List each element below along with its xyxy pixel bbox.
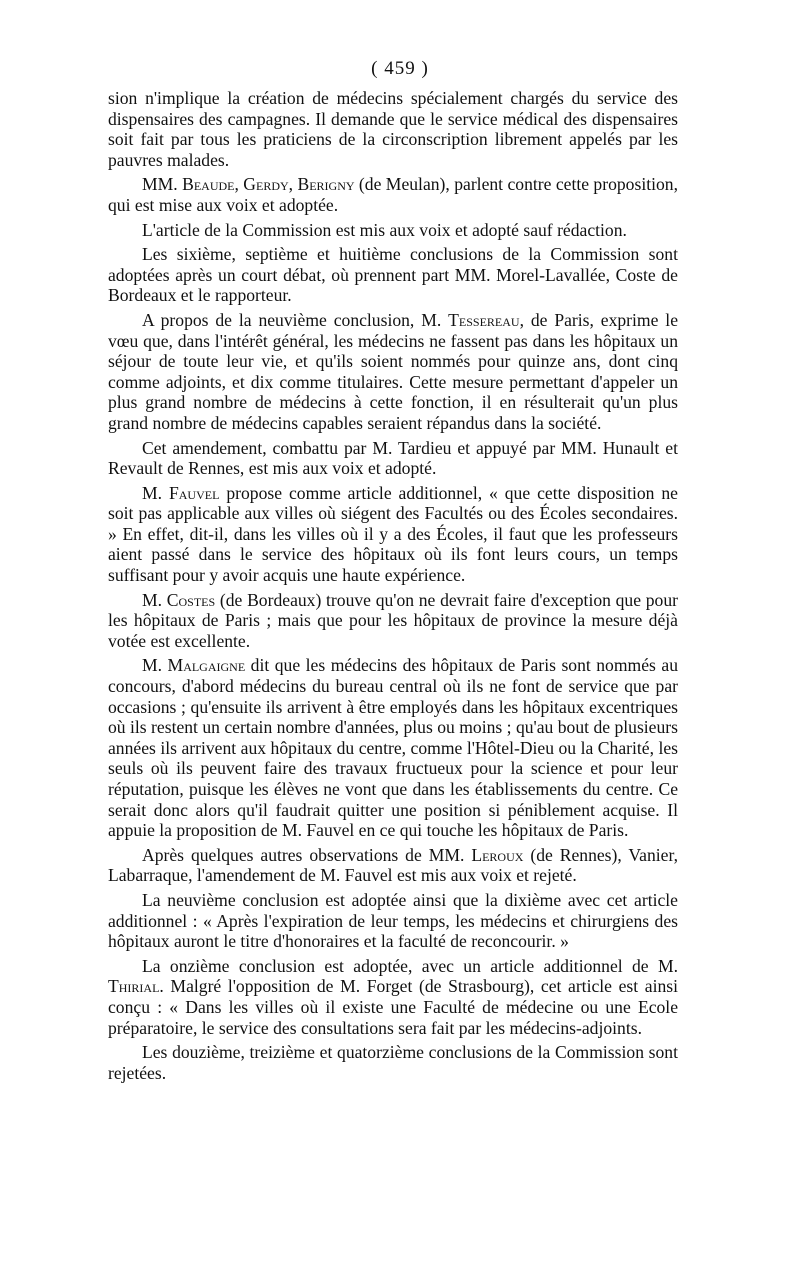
paragraph: A propos de la neuvième conclusion, M. Tessereau, de Paris, exprime le vœu que, dans l'intérêt général, les médecins ne fassent pas dans les hôpitaux un séjour de toute leur vie, et qu'ils soient nommés pour quinze ans, dont cinq comme adjoints, et dix comme titulaires. Cette mesure permettant d'appeler un plus grand nombre de médecins à cette fonction, il en résulterait qu'un plus grand nombre de médecins capables seraient répandus dans la société.: [108, 309, 679, 433]
speaker-names: Malgaigne: [167, 655, 246, 676]
page-number: ( 459 ): [371, 58, 429, 79]
body-text: [108, 88, 678, 1087]
paragraph: Après quelques autres observations de MM. Leroux (de Rennes), Vanier, Labarraque, l'amendement de M. Fauvel est mis aux voix et rejeté.: [108, 844, 678, 886]
paragraph: M. Malgaigne dit que les médecins des hôpitaux de Paris sont nommés au concours, d'abord médecins du bureau central où ils ne font de service que par occasions ; qu'ensuite ils arrivent à être employés dans les hôpitaux excentriques où ils restent un certain nombre d'années, plus ou moins ; qu'au bout de plusieurs années ils arrivent aux hôpitaux du centre, comme l'Hôtel-Dieu ou la Charité, les seuls où ils peuvent faire des travaux fructueux pour la science et pour leur réputation, puisque les élèves ne vont que dans les établissements du centre. Ce serait donc alors qu'il faudrait quitter une position si péniblement acquise. Il appuie la proposition de M. Fauvel en ce qui touche les hôpitaux de Paris.: [108, 655, 678, 841]
paragraph: M. Fauvel propose comme article additionnel, « que cette disposition ne soit pas applicable aux villes où siégent des Facultés ou des Écoles secondaires. » En effet, dit-il, dans les villes où il y a des Écoles, il faut que les professeurs aient passé dans le service des hôpitaux où ils font leurs cours, un temps suffisant pour y avoir acquis une haute expérience.: [108, 482, 678, 586]
paragraph: Cet amendement, combattu par M. Tardieu et appuyé par MM. Hunault et Revault de Rennes, est mis aux voix et adopté.: [108, 437, 678, 479]
speaker-names: Leroux: [471, 844, 524, 865]
paragraph: Les sixième, septième et huitième conclusions de la Commission sont adoptées après un court débat, où prennent part MM. Morel-Lavallée, Coste de Bordeaux et le rapporteur.: [108, 244, 678, 306]
paragraph: sion n'implique la création de médecins spécialement chargés du service des dispensaires des campagnes. Il demande que le service médical des dispensaires soit fait par tous les praticiens de la circonscription librement appelés par les pauvres malades.: [108, 88, 678, 170]
speaker-names: Thirial: [108, 976, 160, 997]
speaker-names: Fauvel: [168, 482, 220, 503]
speaker-names: Beaude, Gerdy, Berigny: [182, 174, 355, 195]
speaker-names: Tessereau: [448, 309, 520, 330]
paragraph: L'article de la Commission est mis aux voix et adopté sauf rédaction.: [142, 219, 627, 240]
paragraph: La neuvième conclusion est adoptée ainsi que la dixième avec cet article additionnel : « Après l'expiration de leur temps, les médecins et chirurgiens des hôpitaux auront le titre d'honoraires et la faculté de reconcourir. »: [108, 889, 678, 952]
paragraph: MM. Beaude, Gerdy, Berigny (de Meulan), parlent contre cette proposition, qui est mise aux voix et adoptée.: [108, 174, 678, 215]
paragraph: La onzième conclusion est adoptée, avec un article additionnel de M. Thirial. Malgré l'opposition de M. Forget (de Strasbourg), cet article est ainsi conçu : « Dans les villes où il existe une Faculté de médecine ou une Ecole préparatoire, le service des consultations sera fait par les médecins-adjoints.: [108, 955, 678, 1038]
paragraph: M. Costes (de Bordeaux) trouve qu'on ne devrait faire d'exception que pour les hôpitaux de Paris ; mais que pour les hôpitaux de province la mesure déjà votée est excellente.: [108, 589, 678, 651]
speaker-names: Costes: [166, 589, 216, 610]
paragraph: Les douzième, treizième et quatorzième conclusions de la Commission sont rejetées.: [108, 1042, 678, 1083]
